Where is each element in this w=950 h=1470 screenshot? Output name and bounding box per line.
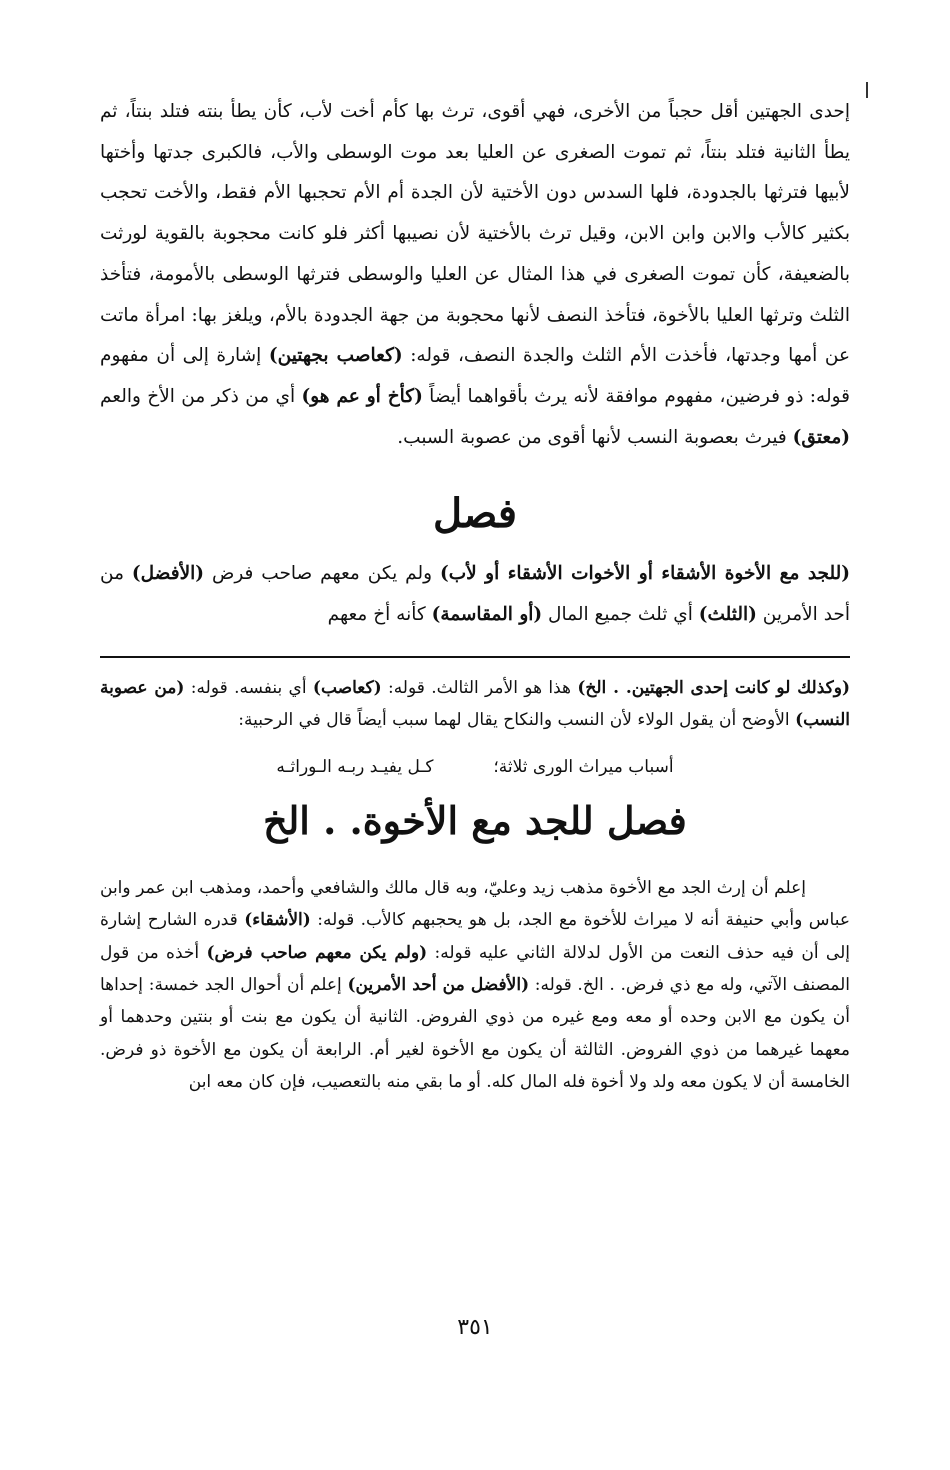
text-run: الأوضح أن يقول الولاء لأن النسب والنكاح يقال لهما سبب أيضاً قال في الرحبية: bbox=[238, 709, 796, 730]
text-run: كأنه أخ معهم bbox=[327, 604, 432, 626]
text-run: إعلم أن أحوال الجد خمسة: إحداها أن يكون مع الابن وحده أو معه ومع غيره من ذوي الفروض. الثانية أن يكون مع بنت أو بنتين وحدهما أو معهما غيرهما من ذوي الفروض. الثالثة أن يكون مع الأخوة لغير أم. الرابعة أن يكون مع الأخوة ذو فرض. الخامسة أن لا يكون معه ولد ولا أخوة فله المال كله. أو ما بقي منه بالتعصيب، فإن كان معه ابن bbox=[100, 974, 850, 1093]
commentary-heading: فصل للجد مع الأخوة. . الخ bbox=[263, 797, 687, 843]
bold-quoted-term: (وكذلك لو كانت إحدى الجهتين. . الخ) bbox=[577, 677, 850, 698]
text-run: إحدى الجهتين أقل حجباً من الأخرى، فهي أقوى، ترث بها كأم أخت لأب، كأن يطأ بنته فتلد بنتاً، ثم يطأ الثانية فتلد بنتاً، ثم تموت الصغرى عن العليا بعد موت الوسطى والأب، فالكبرى جدتها وأختها لأبيها فترثها بالجدودة، فلها السدس دون الأختية لأن الجدة أم الأم تحجبها الأم فقط، والأخت تحجب بكثير كالأب والابن وابن الابن، وقيل ترث بالأختية لأن نصيبها أكثر فلو كانت محجوبة بالقوية لورثت بالضعيفة، كأن تموت الصغرى في هذا المثال عن العليا والوسطى فترثها الوسطى بالأمومة، فتأخذ الثلث وترثها العليا بالأخوة، فتأخذ النصف لأنها محجوبة من جهة الجدودة بالأم، ويلغز بها: امرأة ماتت عن أمها وجدتها، فأخذت الأم الثلث والجدة النصف، قوله: bbox=[100, 101, 851, 367]
footnote-divider bbox=[100, 656, 850, 658]
section-heading: فصل bbox=[432, 490, 518, 538]
bold-quoted-term: (الثلث) bbox=[698, 604, 757, 626]
bold-quoted-term: (الأشقاء) bbox=[244, 910, 311, 931]
text-run: أخذه من قول المصنف الآتي، وله مع ذي فرض. . الخ. قوله: bbox=[100, 942, 850, 995]
bold-quoted-term: (الأفضل) bbox=[131, 563, 205, 585]
margin-mark bbox=[866, 82, 868, 98]
text-run: أي بنفسه. قوله: bbox=[184, 677, 313, 698]
bold-quoted-term: (ولم يكن معهم صاحب فرض) bbox=[206, 942, 428, 963]
text-run: من أحد الأمرين bbox=[100, 563, 850, 626]
text-run: أي من ذكر من الأخ والعم bbox=[100, 385, 302, 407]
bold-quoted-term: (أو المقاسمة) bbox=[431, 604, 543, 626]
bold-quoted-term: (كعاصب) bbox=[312, 677, 382, 698]
text-run: إعلم أن إرث الجد مع الأخوة مذهب زيد وعليّ، وبه قال مالك والشافعي وأحمد، ومذهب ابن عمر وابن عباس وأبي حنيفة أنه لا ميراث للأخوة مع الجد، بل هو يحجبهم كالأب. قوله: bbox=[100, 877, 850, 931]
text-run: إشارة إلى أن مفهوم قوله: ذو فرضين، مفهوم موافقة لأنه يرث بأقواهما أيضاً bbox=[100, 345, 850, 407]
main-paragraph-2 bbox=[100, 554, 850, 635]
text-run: هذا هو الأمر الثالث. قوله: bbox=[381, 677, 578, 698]
bold-quoted-term: (معتق) bbox=[792, 426, 850, 448]
text-run: قدره الشارح إشارة إلى أن فيه حذف النعت من الأول لدلالة الثاني عليه قوله: bbox=[100, 910, 850, 963]
bold-quoted-term: (كأخ أو عم هو) bbox=[301, 385, 423, 407]
verse-second-hemistich: كـل يفيـد ربـه الـوراثـه bbox=[276, 756, 434, 777]
main-paragraph-1 bbox=[100, 92, 850, 458]
bold-quoted-term: (كعاصب بجهتين) bbox=[268, 345, 403, 367]
bold-quoted-term: (من عصوبة النسب) bbox=[100, 677, 850, 730]
page-number: ٣٥١ bbox=[457, 1315, 493, 1340]
text-run: أي ثلث جميع المال bbox=[542, 604, 699, 626]
text-run: فيرث بعصوبة النسب لأنها أقوى من عصوبة السبب. bbox=[397, 426, 793, 448]
verse-first-hemistich: أسباب ميراث الورى ثلاثة؛ bbox=[493, 756, 674, 777]
bold-quoted-term: (للجد مع الأخوة الأشقاء أو الأخوات الأشقاء أو لأب) bbox=[439, 563, 851, 585]
text-run: ولم يكن معهم صاحب فرض bbox=[204, 563, 440, 585]
bold-quoted-term: (الأفضل من أحد الأمرين) bbox=[347, 974, 530, 995]
commentary-paragraph bbox=[100, 872, 850, 1099]
footnote-paragraph-1 bbox=[100, 672, 850, 736]
poetry-verse bbox=[100, 752, 850, 782]
